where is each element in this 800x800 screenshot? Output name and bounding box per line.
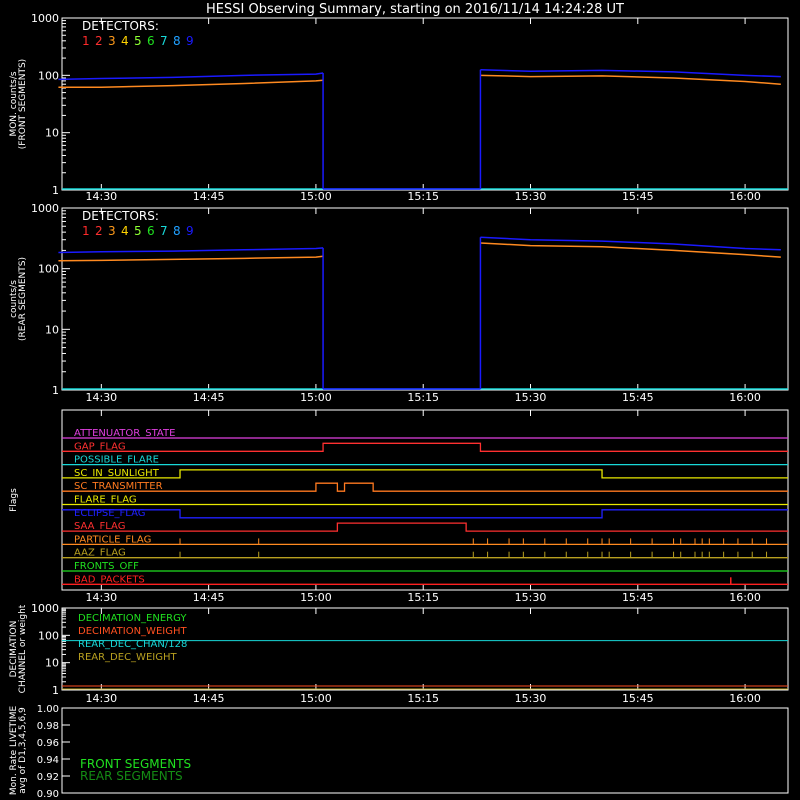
flag-line [62,467,788,479]
legend-detector: 1 [82,34,90,48]
x-tick-label: 16:00 [729,591,761,604]
y-axis-label: counts/s [9,280,19,318]
y-tick-label: 100 [38,629,59,643]
legend-entry: REAR_DEC_CHAN/128 [78,639,188,650]
x-tick-label: 15:15 [407,190,440,203]
x-tick-label: 15:00 [300,692,332,705]
panel-3 [9,602,788,705]
legend-detector: 4 [121,34,129,48]
legend-entry: DECIMATION_ENERGY [78,613,187,624]
legend-entry: REAR SEGMENTS [80,769,183,783]
series-line [58,256,323,260]
x-tick-label: 16:00 [729,692,761,705]
flag-label: ATTENUATOR_STATE [74,428,176,439]
panel-1 [9,202,788,404]
legend-entry: FRONT SEGMENTS [80,757,192,771]
y-tick-label: 0.94 [36,755,59,766]
y-axis-label: DECIMATION [9,620,19,678]
y-tick-label: 100 [38,69,59,83]
legend-detector: 8 [173,224,181,238]
x-tick-label: 15:45 [621,591,654,604]
y-axis-label: MON. counts/s [9,71,19,137]
flag-label: SC_TRANSMITTER [74,481,163,493]
x-tick-label: 14:45 [192,190,225,203]
flag-label: GAP_FLAG [74,441,126,453]
y-tick-label: 10 [45,656,59,670]
panel-0 [9,12,788,203]
y-tick-label: 1 [52,684,59,697]
flag-label: SAA_FLAG [74,521,126,533]
x-tick-label: 15:45 [621,391,654,404]
flag-line [62,507,788,519]
flag-line [62,523,788,531]
x-tick-label: 14:45 [192,591,225,604]
y-tick-label: 0.96 [36,738,59,749]
flag-label: PARTICLE_FLAG [74,534,152,546]
y-axis-label: CHANNEL or weight [18,604,28,694]
flag-label: AAZ_FLAG [74,547,126,559]
legend-detector: 6 [147,224,155,238]
legend-detector: 7 [160,224,168,238]
legend-detector: 4 [121,224,129,238]
legend-detector: 6 [147,34,155,48]
legend-detector: 3 [108,224,116,238]
legend-detector: 3 [108,34,116,48]
x-tick-label: 14:45 [192,391,225,404]
x-tick-label: 14:30 [85,190,118,203]
flag-label: ECLIPSE_FLAG [74,507,146,519]
legend-detector: 1 [82,224,90,238]
legend-title: DETECTORS: [82,209,159,223]
y-tick-label: 100 [38,262,59,276]
flag-label: BAD_PACKETS [74,574,145,586]
legend-detector: 2 [95,34,103,48]
legend-title: DETECTORS: [82,19,159,33]
y-axis-label: avg of D1,3,4,5,6,9 [18,707,28,794]
y-tick-label: 1.00 [36,704,59,715]
x-tick-label: 15:15 [407,692,440,705]
x-tick-label: 15:45 [621,190,654,203]
flag-label: FRONTS_OFF [74,561,139,572]
y-tick-label: 1000 [31,602,59,615]
x-tick-label: 15:45 [621,692,654,705]
x-tick-label: 15:00 [300,591,332,604]
legend-entry: DECIMATION_WEIGHT [78,626,187,637]
y-tick-label: 0.98 [36,721,59,732]
flag-line [62,443,788,451]
y-tick-label: 1 [52,184,59,197]
legend-detector: 9 [186,224,194,238]
chart-title: HESSI Observing Summary, starting on 2016/11/14 14:24:28 UT [206,2,624,17]
legend-entry: REAR_DEC_WEIGHT [78,652,177,663]
y-tick-label: 1 [52,384,59,397]
y-axis-label: (FRONT SEGMENTS) [18,58,28,150]
flag-label: FLARE_FLAG [74,494,137,506]
flag-label: SC_IN_SUNLIGHT [74,467,159,479]
x-tick-label: 14:45 [192,692,225,705]
y-tick-label: 10 [45,126,59,140]
legend-detector: 5 [134,34,142,48]
flag-line [62,483,788,491]
x-tick-label: 16:00 [729,190,761,203]
series-line [480,243,780,257]
legend-detector: 9 [186,34,194,48]
legend-detector: 5 [134,224,142,238]
y-tick-label: 1000 [31,12,59,25]
x-tick-label: 14:30 [85,692,118,705]
y-axis-label: (REAR SEGMENTS) [18,256,28,342]
y-tick-label: 1000 [31,202,59,215]
x-tick-label: 15:00 [300,190,332,203]
x-tick-label: 15:15 [407,591,440,604]
x-tick-label: 15:30 [514,591,547,604]
series-line [58,80,323,87]
series-line [480,75,780,84]
series-line [58,73,323,79]
y-tick-label: 0.90 [36,789,59,800]
y-tick-label: 10 [45,323,59,337]
plot-frame [62,208,788,390]
x-tick-label: 15:30 [514,190,547,203]
panel-4 [9,704,788,800]
series-line [58,248,323,253]
x-tick-label: 14:30 [85,391,118,404]
x-tick-label: 14:30 [85,591,118,604]
flag-label: POSSIBLE_FLARE [74,454,159,466]
x-tick-label: 15:30 [514,692,547,705]
x-tick-label: 15:30 [514,391,547,404]
plot-frame [62,18,788,190]
legend-detector: 8 [173,34,181,48]
x-tick-label: 15:00 [300,391,332,404]
panel-2 [9,410,788,604]
y-axis-label: Flags [9,488,19,512]
x-tick-label: 15:15 [407,391,440,404]
y-tick-label: 0.92 [36,772,59,783]
y-axis-label: Mon. Rate LIVETIME [9,705,19,796]
legend-detector: 2 [95,224,103,238]
legend-detector: 7 [160,34,168,48]
series-line [480,70,780,77]
x-tick-label: 16:00 [729,391,761,404]
